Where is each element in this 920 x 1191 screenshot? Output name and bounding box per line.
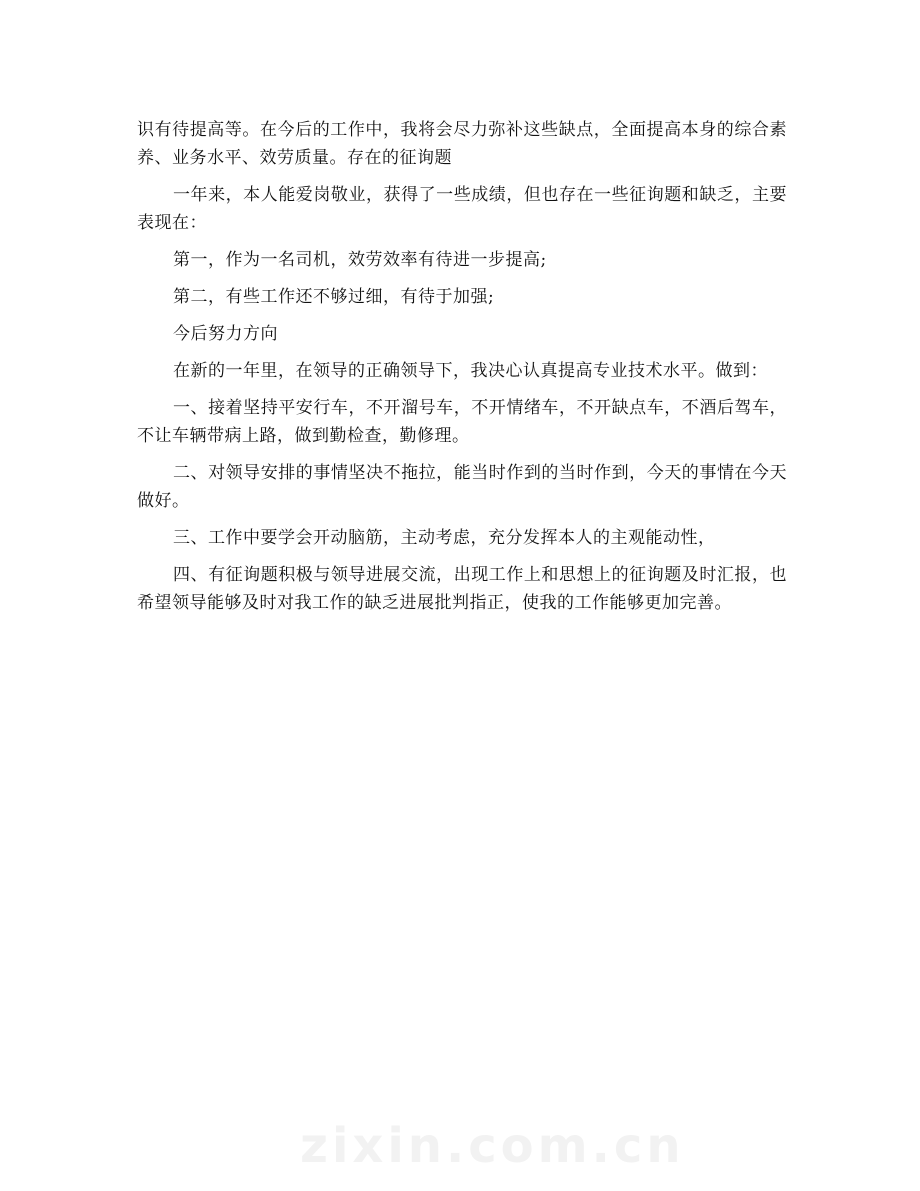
paragraph-item-one: 一、接着坚持平安行车，不开溜号车，不开情绪车，不开缺点车，不酒后驾车，不让车辆带病上路，做到勤检查，勤修理。	[137, 398, 787, 446]
document-body	[137, 116, 787, 626]
paragraph-item-three: 三、工作中要学会开动脑筋，主动考虑，充分发挥本人的主观能动性，	[173, 528, 716, 548]
paragraph-item-four: 四、有征询题积极与领导进展交流，出现工作上和思想上的征询题及时汇报，也希望领导能够及时对我工作的缺乏进展批判指正，使我的工作能够更加完善。	[137, 565, 787, 613]
paragraph-item-two: 二、对领导安排的事情坚决不拖拉，能当时作到的当时作到，今天的事情在今天做好。	[137, 463, 787, 511]
paragraph-point-two: 第二，有些工作还不够过细，有待于加强;	[173, 287, 495, 307]
paragraph-continuation: 识有待提高等。在今后的工作中，我将会尽力弥补这些缺点，全面提高本身的综合素养、业务水平、效劳质量。存在的征询题	[137, 120, 787, 168]
paragraph-problems-intro: 一年来，本人能爱岗敬业，获得了一些成绩，但也存在一些征询题和缺乏，主要表现在：	[137, 185, 787, 233]
paragraph-new-year-goal: 在新的一年里，在领导的正确领导下，我决心认真提高专业技术水平。做到：	[173, 361, 768, 381]
section-heading-future-direction: 今后努力方向	[173, 324, 278, 344]
paragraph-point-one: 第一，作为一名司机，效劳效率有待进一步提高;	[173, 250, 547, 270]
watermark: zixin.com.cn	[300, 1118, 685, 1174]
